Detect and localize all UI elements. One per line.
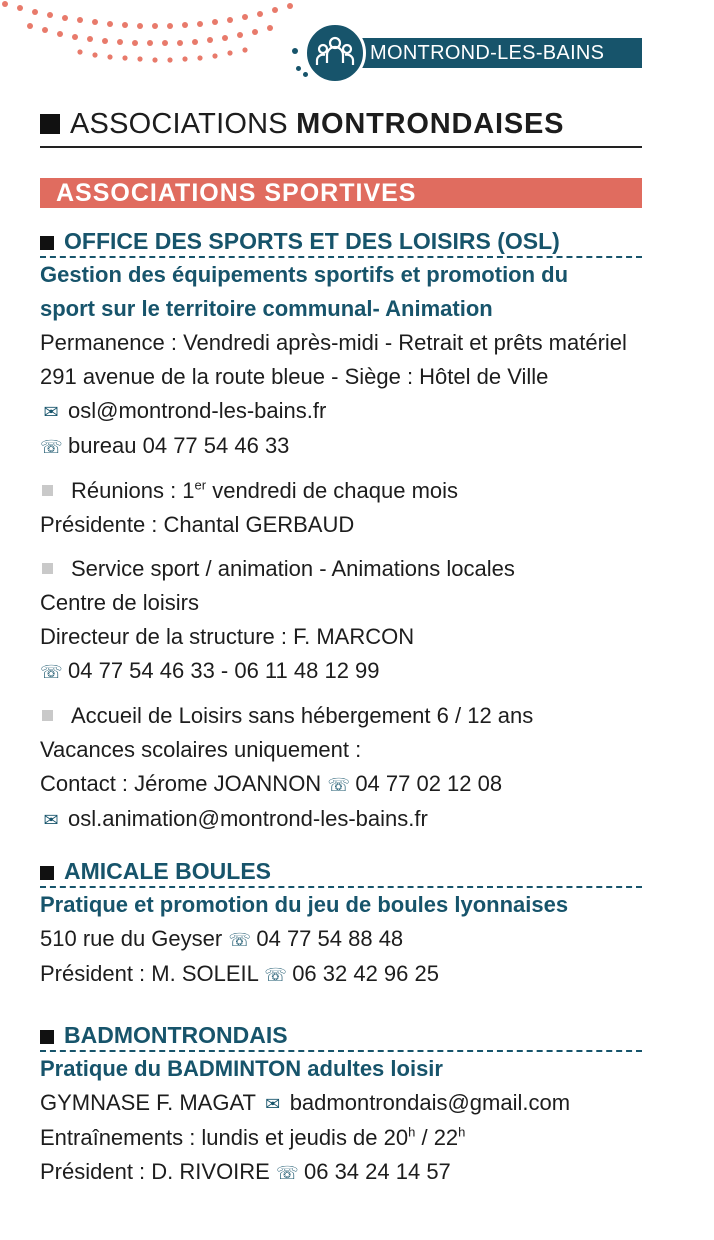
address-line bbox=[40, 922, 642, 957]
address-text: 291 avenue de la route bleue - Siège : Hôtel de Ville bbox=[40, 364, 549, 389]
decorative-bubble bbox=[296, 66, 301, 71]
association-amicale-boules bbox=[40, 856, 642, 992]
association-description: Pratique et promotion du jeu de boules lyonnaises bbox=[40, 892, 569, 917]
directeur-text: Directeur de la structure : F. MARCON bbox=[40, 624, 415, 649]
association-name: BADMONTRONDAIS bbox=[64, 1022, 288, 1048]
contact-text: Contact : Jérome JOANNON bbox=[40, 771, 322, 796]
envelope-icon: ✉ bbox=[43, 402, 59, 422]
gym-line bbox=[40, 1086, 642, 1121]
president-text: Président : M. SOLEIL bbox=[40, 961, 259, 986]
training-text-end: / 22 bbox=[415, 1125, 459, 1150]
phone-line bbox=[40, 654, 642, 689]
square-bullet bbox=[40, 236, 54, 250]
decorative-bubble bbox=[292, 48, 298, 54]
phone-icon: ☏ bbox=[228, 930, 251, 950]
association-description: Pratique du BADMINTON adultes loisir bbox=[40, 1056, 443, 1081]
phone-icon: ☏ bbox=[275, 1163, 299, 1183]
phone-line bbox=[40, 429, 642, 464]
reunions-text: Réunions : 1 bbox=[71, 478, 195, 503]
contact-line bbox=[40, 767, 642, 802]
president-text: Président : D. RIVOIRE bbox=[40, 1159, 270, 1184]
section-heading: ASSOCIATIONS SPORTIVES bbox=[40, 178, 642, 208]
association-heading bbox=[40, 1020, 642, 1052]
email-line bbox=[40, 394, 642, 429]
phone-number[interactable]: 06 34 24 14 57 bbox=[303, 1159, 451, 1184]
envelope-icon: ✉ bbox=[43, 810, 59, 830]
decorative-bubble bbox=[303, 72, 308, 77]
title-square-bullet bbox=[40, 114, 60, 134]
email-link[interactable]: badmontrondais@gmail.com bbox=[289, 1090, 571, 1115]
page-title bbox=[40, 108, 642, 148]
service-line bbox=[40, 552, 642, 586]
service-text: Service sport / animation - Animations locales bbox=[71, 556, 515, 581]
association-badmontrondais bbox=[40, 1020, 642, 1190]
association-description: sport sur le territoire communal- Animation bbox=[40, 296, 493, 321]
phone-icon: ☏ bbox=[40, 662, 63, 682]
phone-icon: ☏ bbox=[327, 775, 350, 795]
address-text: 510 rue du Geyser bbox=[40, 926, 223, 951]
president-line bbox=[40, 957, 642, 992]
email-link[interactable]: osl.animation@montrond-les-bains.fr bbox=[68, 806, 428, 831]
vacances-text: Vacances scolaires uniquement : bbox=[40, 737, 362, 762]
email-line bbox=[40, 802, 642, 837]
president-line bbox=[40, 1155, 642, 1190]
reunions-superscript: er bbox=[194, 477, 207, 493]
centre-text: Centre de loisirs bbox=[40, 590, 199, 615]
training-superscript: h bbox=[408, 1124, 416, 1140]
association-name: AMICALE BOULES bbox=[64, 858, 271, 884]
accueil-text: Accueil de Loisirs sans hébergement 6 / 12 ans bbox=[71, 703, 534, 728]
square-bullet bbox=[40, 1030, 54, 1044]
square-bullet bbox=[40, 866, 54, 880]
association-name: OFFICE DES SPORTS ET DES LOISIRS (OSL) bbox=[64, 228, 560, 254]
envelope-icon: ✉ bbox=[265, 1094, 281, 1114]
phone-number[interactable]: 06 32 42 96 25 bbox=[292, 961, 439, 986]
grey-square-bullet bbox=[42, 563, 53, 574]
phone-icon: ☏ bbox=[40, 437, 63, 457]
phone-number[interactable]: bureau 04 77 54 46 33 bbox=[68, 433, 290, 458]
association-osl bbox=[40, 226, 642, 837]
training-line bbox=[40, 1121, 642, 1155]
grey-square-bullet bbox=[42, 485, 53, 496]
email-link[interactable]: osl@montrond-les-bains.fr bbox=[68, 398, 327, 423]
accueil-line bbox=[40, 699, 642, 733]
phone-number[interactable]: 04 77 02 12 08 bbox=[355, 771, 503, 796]
association-heading bbox=[40, 856, 642, 888]
reunions-line bbox=[40, 474, 642, 508]
presidente-text: Présidente : Chantal GERBAUD bbox=[40, 512, 355, 537]
phone-icon: ☏ bbox=[264, 965, 287, 985]
phone-number[interactable]: 04 77 54 88 48 bbox=[256, 926, 404, 951]
phone-number[interactable]: 04 77 54 46 33 - 06 11 48 12 99 bbox=[68, 658, 380, 683]
grey-square-bullet bbox=[42, 710, 53, 721]
town-name: MONTROND-LES-BAINS bbox=[340, 38, 642, 68]
title-part-1: ASSOCIATIONS bbox=[70, 108, 297, 140]
gym-text: GYMNASE F. MAGAT bbox=[40, 1090, 256, 1115]
permanence-text: Permanence : Vendredi après-midi - Retrait et prêts matériel bbox=[40, 330, 627, 355]
title-part-2: MONTRONDAISES bbox=[296, 108, 565, 140]
town-badge bbox=[300, 22, 642, 84]
association-heading bbox=[40, 226, 642, 258]
reunions-text-end: vendredi de chaque mois bbox=[206, 478, 459, 503]
people-group-icon bbox=[304, 22, 366, 84]
association-description: Gestion des équipements sportifs et promotion du bbox=[40, 262, 569, 287]
training-superscript: h bbox=[458, 1124, 466, 1140]
training-text: Entraînements : lundis et jeudis de 20 bbox=[40, 1125, 409, 1150]
